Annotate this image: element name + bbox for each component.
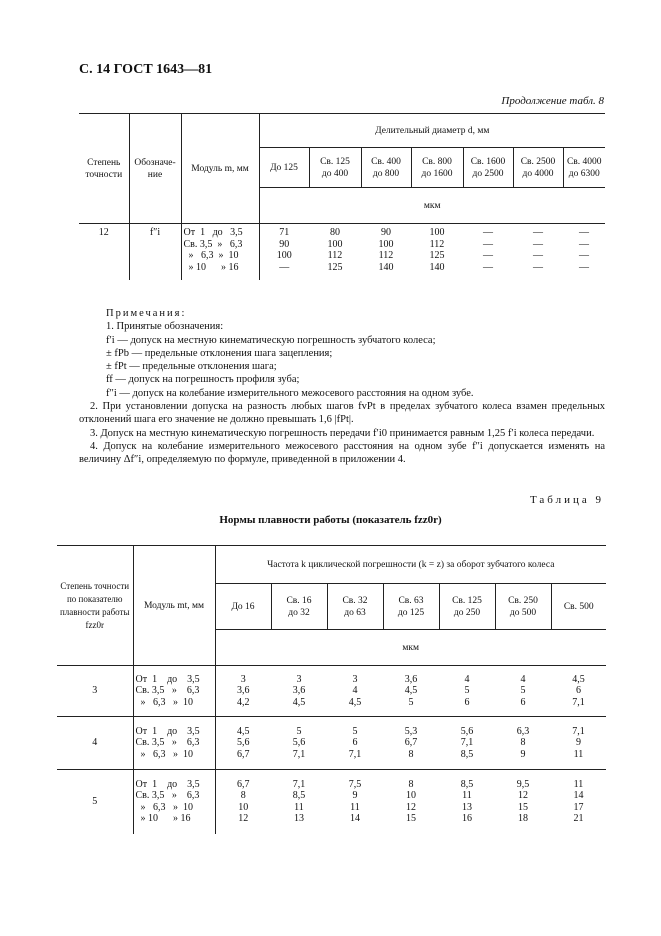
row-degree: 3 xyxy=(57,666,133,717)
col-header: Св. 500 xyxy=(551,584,606,630)
header-degree: Степень точности xyxy=(79,114,129,224)
col-header: До 125 xyxy=(259,148,309,188)
cell-value: — — — — xyxy=(579,227,589,273)
note-2: 2. При установлении допуска на разность любых шагов fvPt в пределах зубчатого колеса взамен предельных отклонений шага его значение не должно превышать 1,6 |fPt|. xyxy=(79,401,605,426)
cell-value: 6,7 8 10 12 xyxy=(237,778,250,825)
cell-value: 71 90 100 — xyxy=(276,227,292,273)
col-header: Св. 1600 до 2500 xyxy=(463,148,513,188)
page-header: С. 14 ГОСТ 1643—81 xyxy=(79,62,213,77)
cell-value: 5,3 6,7 8 xyxy=(383,717,439,770)
note-1: 1. Принятые обозначения: xyxy=(106,321,224,333)
cell-value: 7,1 9 11 xyxy=(551,717,606,770)
row-degree: 5 xyxy=(57,770,133,834)
col-header: Св. 4000 до 6300 xyxy=(563,148,605,188)
notes-title: Примечания: xyxy=(106,308,187,319)
note-4: 4. Допуск на колебание измерительного межосевого расстояния на одном зубе f″i допускается изменять на величину Δf″i, определяемую по формуле, приведенной в приложении 4. xyxy=(79,440,605,466)
col-header: До 16 xyxy=(215,584,271,630)
row-degree: 4 xyxy=(57,717,133,770)
cell-value: 3 3,6 4,2 xyxy=(215,666,271,717)
cell-value: 4 5 6 xyxy=(439,666,495,717)
definition: f″i — допуск на колебание измерительного межосевого расстояния на одном зубе. xyxy=(106,387,474,399)
cell-value: 8 10 12 15 xyxy=(406,778,416,825)
col-header: Св. 125 до 250 xyxy=(439,584,495,630)
cell-value: 7,1 8,5 11 13 xyxy=(292,778,306,825)
col-header: Св. 63 до 125 xyxy=(383,584,439,630)
cell-value: 3 3,6 4,5 xyxy=(271,666,327,717)
cell-value: 5,6 7,1 8,5 xyxy=(439,717,495,770)
table-9-label: Таблица 9 xyxy=(529,494,604,506)
header-module: Модуль mt, мм xyxy=(133,546,215,666)
definition: ± fPt — предельные отклонения шага; xyxy=(106,361,277,373)
cell-value: 4 5 6 xyxy=(495,666,551,717)
cell-value: 7,5 9 11 14 xyxy=(348,778,362,825)
definition: ff — допуск на погрешность профиля зуба; xyxy=(106,374,300,386)
row-modules: От 1 до 3,5 Св. 3,5 » 6,3 » 6,3 » 10 xyxy=(133,666,215,717)
cell-value: 4,5 6 7,1 xyxy=(551,666,606,717)
cell-value: 90 100 112 140 xyxy=(378,227,394,273)
col-header: Св. 250 до 500 xyxy=(495,584,551,630)
cell-value: 5 6 7,1 xyxy=(327,717,383,770)
table-9 xyxy=(57,545,606,834)
row-degree: 12 xyxy=(79,224,129,280)
cell-value: — — — — xyxy=(483,227,493,273)
unit-label: мкм xyxy=(259,188,605,224)
row-modules: От 1 до 3,5 Св. 3,5 » 6,3 » 6,3 » 10 » 10 » 16 xyxy=(133,770,215,834)
definition: f′i — допуск на местную кинематическую погрешность зубчатого колеса; xyxy=(106,334,436,346)
header-degree: Степень точности по показателю плавности работы fzz0r xyxy=(57,546,133,666)
note-3: 3. Допуск на местную кинематическую погрешность передачи f′i0 принимается равным 1,25 f′i колеса передачи. xyxy=(90,427,595,439)
notes xyxy=(106,307,606,400)
definition: ± fPb — предельные отклонения шага зацепления; xyxy=(106,347,333,359)
header-module: Модуль m, мм xyxy=(181,114,259,224)
cell-value: 100 112 125 140 xyxy=(429,227,445,273)
cell-value: 80 100 112 125 xyxy=(327,227,343,273)
cell-value: 11 14 17 21 xyxy=(573,778,584,825)
table-continuation-label: Продолжение табл. 8 xyxy=(501,95,604,107)
col-header: Св. 32 до 63 xyxy=(327,584,383,630)
col-header: Св. 16 до 32 xyxy=(271,584,327,630)
cell-value: 3 4 4,5 xyxy=(327,666,383,717)
table-8 xyxy=(79,113,605,280)
cell-value: 4,5 5,6 6,7 xyxy=(215,717,271,770)
header-diameter: Делительный диаметр d, мм xyxy=(259,114,605,148)
row-modules: От 1 до 3,5 Св. 3,5 » 6,3 » 6,3 » 10 » 10 » 16 xyxy=(181,224,259,280)
header-frequency: Частота k циклической погрешности (k = z) за оборот зубчатого колеса xyxy=(215,546,606,584)
col-header: Св. 125 до 400 xyxy=(309,148,361,188)
unit-label: мкм xyxy=(215,630,606,666)
table-9-title: Нормы плавности работы (показатель fzz0r) xyxy=(219,514,442,526)
row-modules: От 1 до 3,5 Св. 3,5 » 6,3 » 6,3 » 10 xyxy=(133,717,215,770)
header-symbol: Обозначе-ние xyxy=(129,114,181,224)
cell-value: 8,5 11 13 16 xyxy=(460,778,474,825)
cell-value: 6,3 8 9 xyxy=(495,717,551,770)
cell-value: 5 5,6 7,1 xyxy=(271,717,327,770)
col-header: Св. 2500 до 4000 xyxy=(513,148,563,188)
col-header: Св. 800 до 1600 xyxy=(411,148,463,188)
row-symbol: f″i xyxy=(129,224,181,280)
cell-value: — — — — xyxy=(533,227,543,273)
cell-value: 3,6 4,5 5 xyxy=(383,666,439,717)
col-header: Св. 400 до 800 xyxy=(361,148,411,188)
cell-value: 9,5 12 15 18 xyxy=(516,778,530,825)
